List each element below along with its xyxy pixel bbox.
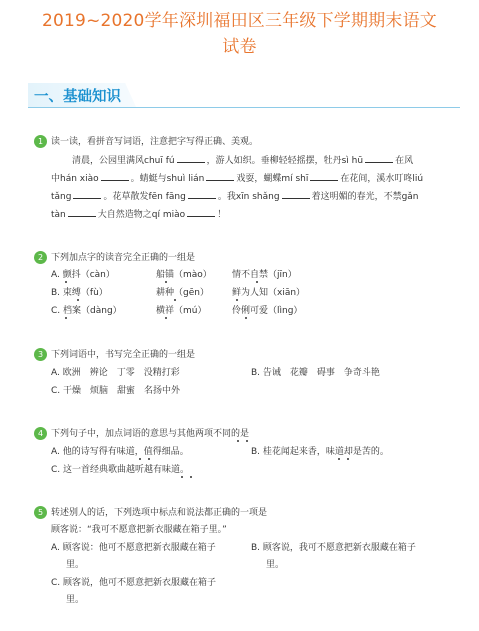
question-number-badge: 3 [34, 348, 47, 361]
question-number-badge: 4 [34, 427, 47, 440]
option-5a-cont: 里。 [66, 560, 85, 570]
option-5b[interactable]: B. 顾客说，我可不愿意把新衣服藏在箱子 [251, 543, 416, 553]
emphasis-dot [65, 281, 67, 283]
option-2b-word-3: 鲜为人知（xiān） [232, 288, 306, 298]
page-title [0, 8, 479, 60]
title-line-2: 试卷 [222, 37, 257, 57]
option-5c[interactable]: C. 顾客说，他可不愿意把新衣服藏在箱子 [51, 578, 217, 588]
emphasis-dot [65, 317, 67, 319]
q1-line-1: 清晨，公园里满风chuī fú ，游人如织。垂柳轻轻摇摆，牡丹sì hū 在风 [72, 151, 413, 170]
answer-blank[interactable] [73, 187, 101, 199]
answer-blank[interactable] [282, 187, 310, 199]
q1-line-4: tàn 大自然造物之qí miào ！ [51, 205, 226, 224]
question-stem: 下列句子中，加点词语的意思与其他两项不同的是 [51, 429, 250, 439]
emphasis-dot [347, 458, 349, 460]
option-5a[interactable]: A. 顾客说：他可不愿意把新衣服藏在箱子 [51, 543, 216, 553]
question-stem: 下列加点字的读音完全正确的一组是 [51, 253, 196, 263]
emphasis-dot [165, 317, 167, 319]
question-number-badge: 1 [34, 135, 47, 148]
question-stem: 转述别人的话，下列选项中标点和说法都正确的一项是 [51, 508, 268, 518]
answer-blank[interactable] [177, 151, 205, 163]
option-2c[interactable]: C. 档案（dàng） [51, 306, 122, 316]
option-3b[interactable]: B. 告诫 花瓣 碍事 争奇斗艳 [251, 368, 380, 378]
answer-blank[interactable] [310, 169, 338, 181]
answer-blank[interactable] [68, 205, 96, 217]
question-number-badge: 2 [34, 251, 47, 264]
answer-blank[interactable] [101, 169, 129, 181]
option-2a-word-3: 情不自禁（jīn） [232, 270, 297, 280]
emphasis-dot [236, 299, 238, 301]
emphasis-dot [174, 299, 176, 301]
emphasis-dot [338, 458, 340, 460]
option-2b-word-2: 耕种（gēn） [156, 288, 209, 298]
option-2c-word-2: 横祥（mú） [156, 306, 207, 316]
option-2a[interactable]: A. 颤抖（càn） [51, 270, 115, 280]
section-header [28, 83, 460, 108]
emphasis-dot [165, 281, 167, 283]
answer-blank[interactable] [365, 151, 393, 163]
title-line-1: 2019~2020学年深圳福田区三年级下学期期末语文 [42, 11, 437, 31]
question-5-quote: 顾客说：“我可不愿意把新衣服藏在箱子里。” [51, 525, 227, 535]
emphasis-dot [246, 440, 248, 442]
option-2b[interactable]: B. 束缚（fù） [51, 288, 108, 298]
emphasis-dot [77, 299, 79, 301]
option-5b-cont: 里。 [266, 560, 285, 570]
question-stem: 下列词语中，书写完全正确的一组是 [51, 350, 196, 360]
q1-line-3: tǎng 。花草散发fēn fāng 。我xīn shǎng 着这明媚的春光，不禁gǎn [51, 187, 419, 206]
option-2a-word-2: 船锚（mào） [156, 270, 212, 280]
emphasis-dot [245, 317, 247, 319]
emphasis-dot [190, 476, 192, 478]
option-4c[interactable]: C. 这一首经典歌曲越听越有味道。 [51, 465, 190, 475]
option-2c-word-3: 伶俐可爱（lìng） [232, 306, 303, 316]
answer-blank[interactable] [187, 205, 215, 217]
emphasis-dot [237, 440, 239, 442]
answer-blank[interactable] [188, 187, 216, 199]
q1-line-2: 中hán xiào 。蜻蜓与shuì lián 戏耍，蝴蝶mí shī 在花间，溪水叮咚liú [51, 169, 423, 188]
emphasis-dot [139, 458, 141, 460]
answer-blank[interactable] [206, 169, 234, 181]
emphasis-dot [148, 458, 150, 460]
emphasis-dot [181, 476, 183, 478]
option-3c[interactable]: C. 干燥 烦脑 甜蜜 名扬中外 [51, 386, 181, 396]
option-4a[interactable]: A. 他的诗写得有味道，值得细品。 [51, 447, 189, 457]
question-stem: 读一读，看拼音写词语，注意把字写得正确、美观。 [51, 137, 259, 147]
option-5c-cont: 里。 [66, 595, 85, 605]
option-4b[interactable]: B. 桂花闻起来香，味道却是苦的。 [251, 447, 389, 457]
question-number-badge: 5 [34, 506, 47, 519]
emphasis-dot [256, 281, 258, 283]
option-3a[interactable]: A. 欧洲 辨论 丁零 没精打彩 [51, 368, 180, 378]
section-title: 一、基础知识 [34, 89, 121, 105]
